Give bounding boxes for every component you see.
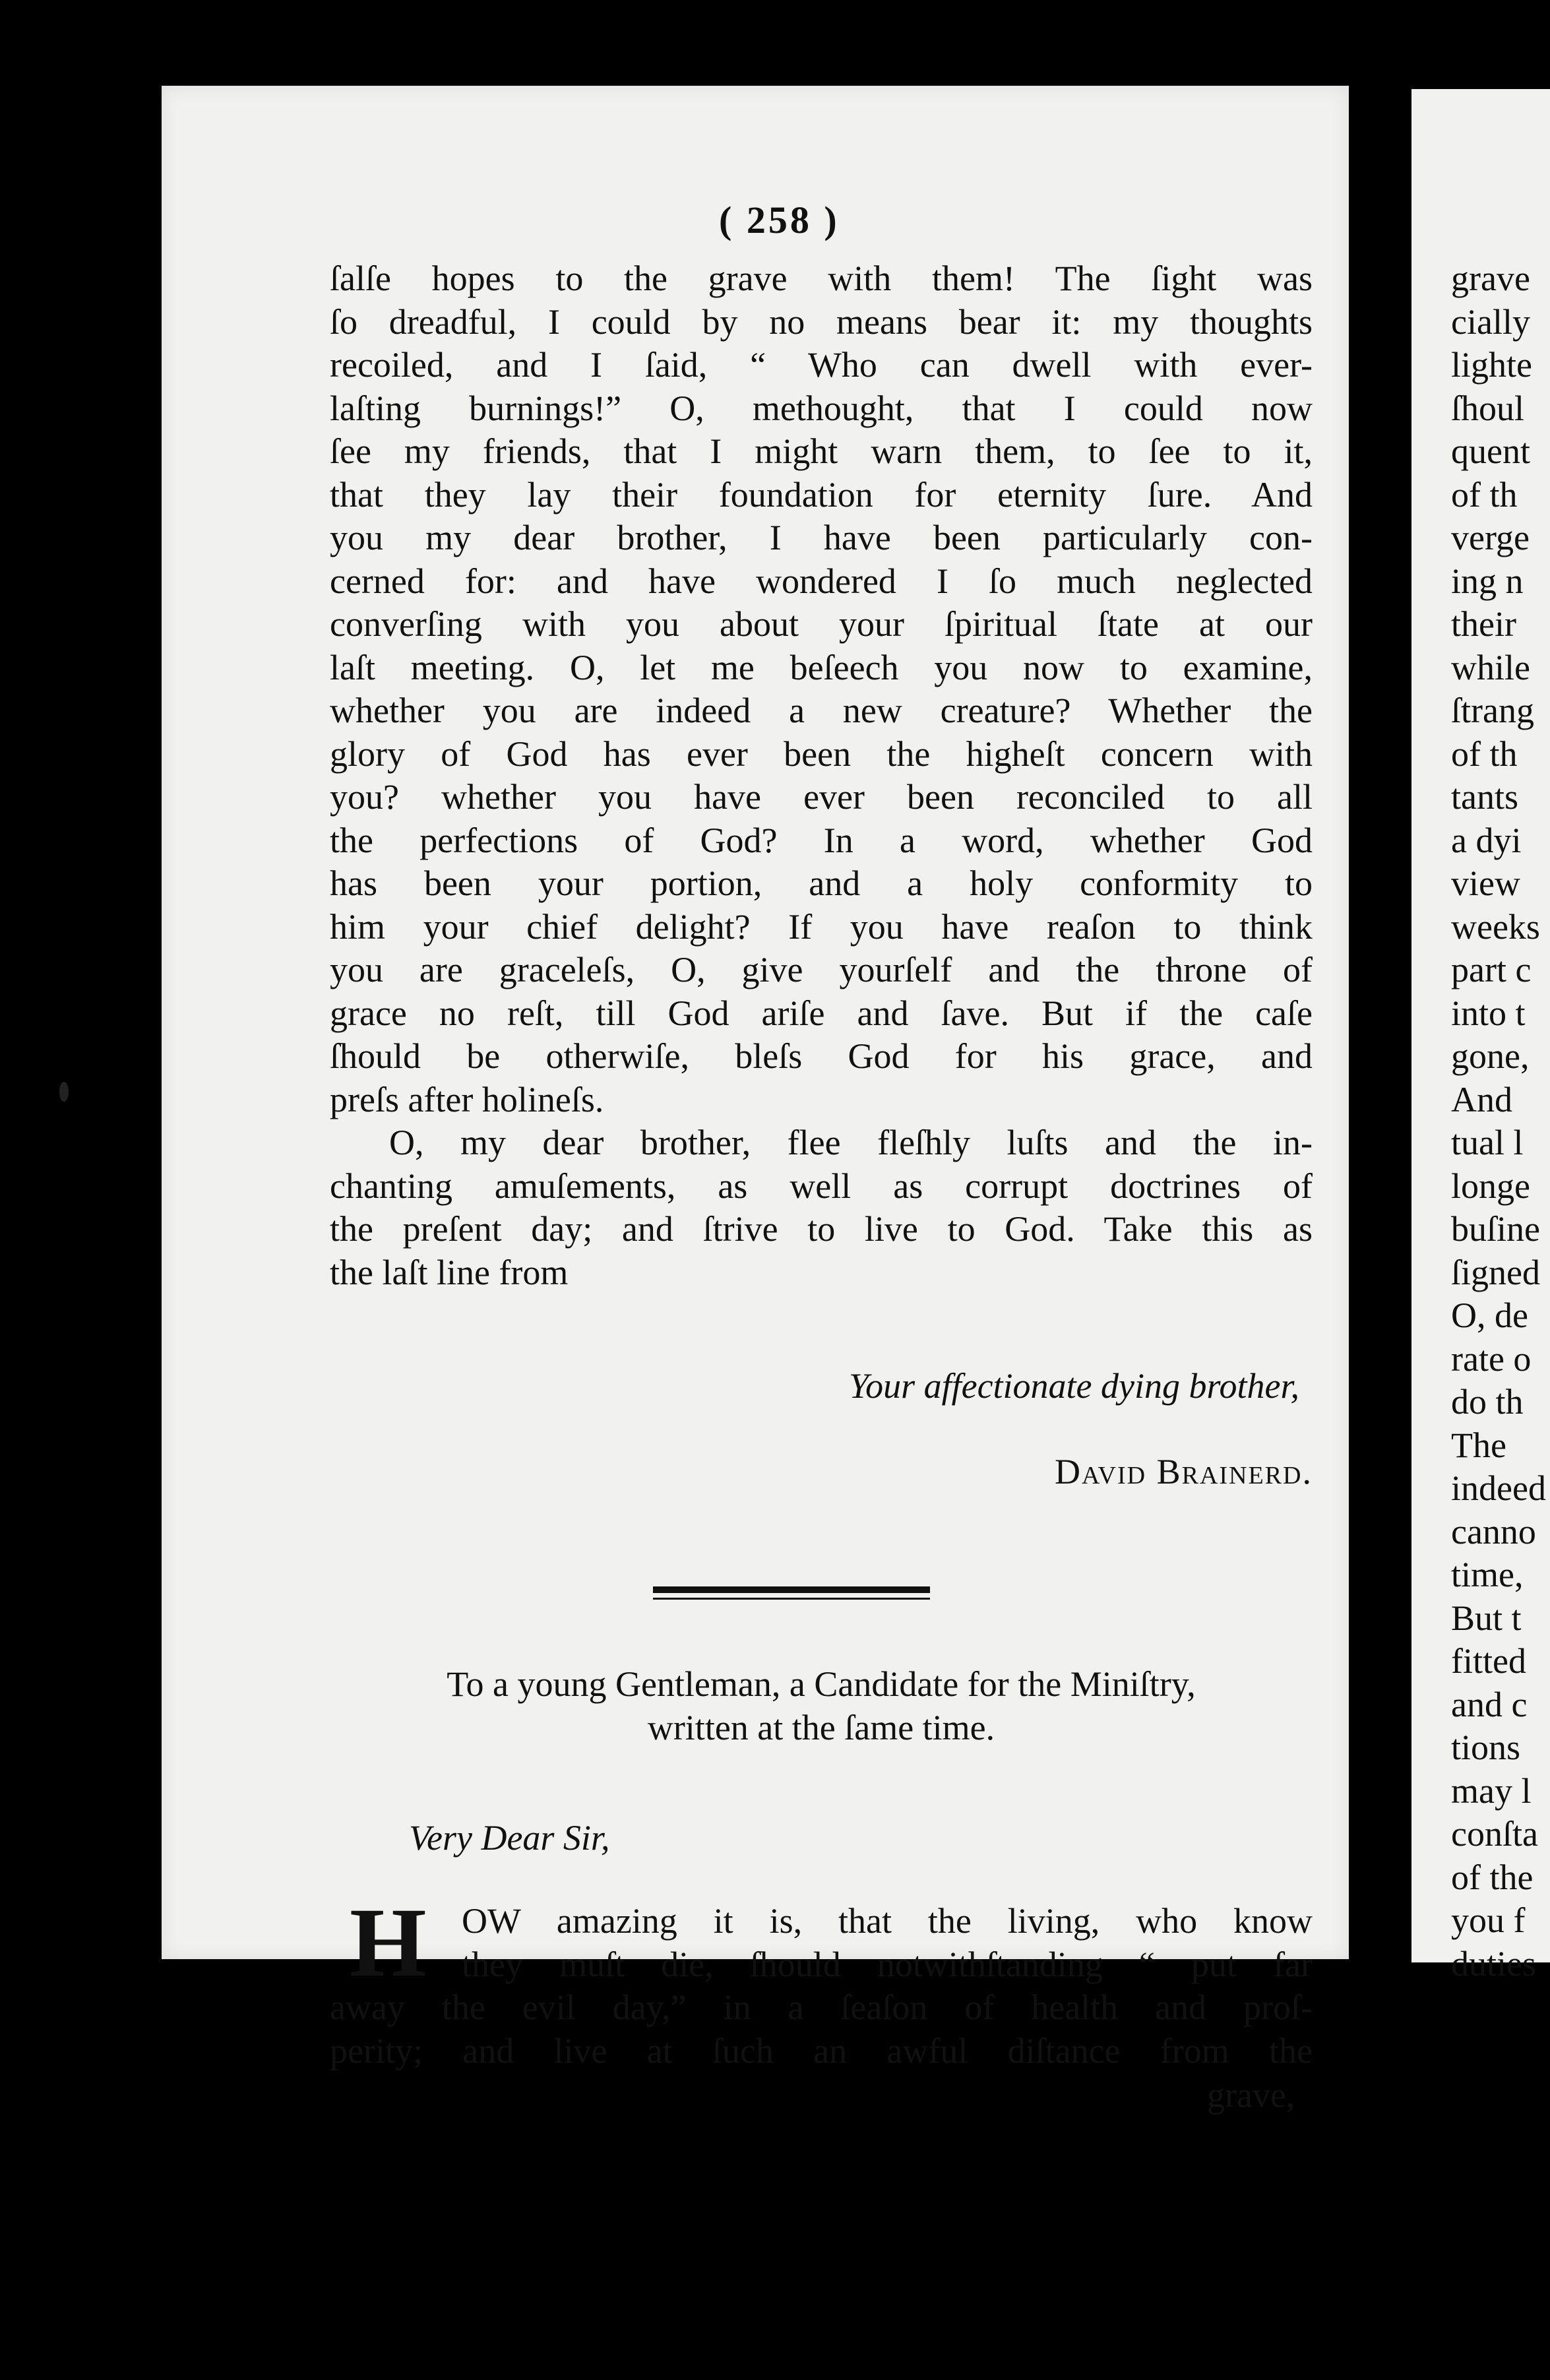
facing-line: of the (1451, 1857, 1534, 1897)
facing-line: But t (1451, 1598, 1522, 1638)
text-line: ſee my friends, that I might warn them, to ſee to it, (330, 431, 1313, 471)
heading-line-2: written at the ſame time. (647, 1708, 995, 1747)
text-line: chanting amuſements, as well as corrupt doctrines of (330, 1166, 1313, 1206)
text-line: the perfections of God? In a word, whether God (330, 820, 1313, 860)
text-line: ſalſe hopes to the grave with them! The ſight was (330, 259, 1313, 298)
letter-two-body (330, 1888, 1313, 2073)
section-divider (653, 1586, 930, 1593)
facing-line: time, (1451, 1555, 1524, 1594)
text-line: you? whether you have ever been reconciled to all (330, 777, 1313, 817)
text-line: perity; and live at ſuch an awful diſtance from the (330, 2030, 1313, 2071)
text-line: has been your portion, and a holy conformity to (330, 863, 1313, 903)
facing-line: of th (1451, 734, 1518, 774)
facing-line: And (1451, 1079, 1512, 1119)
facing-line: ing n (1451, 561, 1524, 601)
facing-line: you f (1451, 1900, 1526, 1940)
text-line: recoiled, and I ſaid, “ Who can dwell with ever- (330, 345, 1313, 385)
facing-line: ſtrang (1451, 691, 1534, 730)
text-line: you my dear brother, I have been particularly con- (330, 518, 1313, 557)
facing-line: tants (1451, 777, 1518, 817)
facing-line: weeks (1451, 906, 1540, 947)
text-line: converſing with you about your ſpiritual ſtate at our (330, 604, 1313, 644)
facing-line: part c (1451, 950, 1532, 989)
facing-line: do th (1451, 1382, 1524, 1422)
text-line: O, my dear brother, flee fleſhly luſts and the in- (389, 1123, 1313, 1162)
letter-two-heading (330, 1662, 1313, 1749)
text-line: that they lay their foundation for eternity ſure. And (330, 474, 1313, 515)
text-line: grace no reſt, till God ariſe and ſave. But if the caſe (330, 993, 1313, 1033)
text-line: laſt meeting. O, let me beſeech you now to examine, (330, 647, 1313, 687)
facing-line: ſhoul (1451, 388, 1525, 428)
text-line: they muſt die, ſhould notwithſtanding “ put far (462, 1944, 1313, 1984)
facing-line: lighte (1451, 345, 1532, 385)
catchword: grave, (1207, 2075, 1295, 2115)
text-line: OW amazing it is, that the living, who know (462, 1901, 1313, 1941)
facing-line: a dyi (1451, 820, 1522, 860)
facing-line: gone, (1451, 1036, 1530, 1076)
heading-line-1: To a young Gentleman, a Candidate for the Miniſtry, (447, 1664, 1196, 1704)
facing-line: their (1451, 604, 1516, 644)
text-line: ſhould be otherwiſe, bleſs God for his grace, and (330, 1036, 1313, 1076)
facing-line: may l (1451, 1770, 1532, 1811)
facing-line: tions (1451, 1728, 1521, 1767)
facing-line: view (1451, 863, 1520, 903)
facing-line: O, de (1451, 1296, 1528, 1335)
text-line: him your chief delight? If you have reaſon to think (330, 906, 1313, 947)
scan-speck (59, 1082, 69, 1102)
closing-line: Your affectionate dying brother, (849, 1366, 1299, 1406)
facing-line: duties (1451, 1943, 1536, 1984)
facing-line: verge (1451, 518, 1530, 557)
facing-line: grave (1451, 259, 1530, 298)
facing-line: longe (1451, 1166, 1530, 1206)
text-line: the preſent day; and ſtrive to live to God. Take this as (330, 1209, 1313, 1249)
facing-line: tual l (1451, 1123, 1524, 1162)
facing-line: canno (1451, 1511, 1536, 1551)
text-line: cerned for: and have wondered I ſo much neglected (330, 561, 1313, 601)
facing-line: buſine (1451, 1209, 1540, 1249)
facing-line: rate o (1451, 1338, 1532, 1379)
facing-line: into t (1451, 993, 1526, 1033)
facing-line: indeed (1451, 1468, 1546, 1508)
text-line: preſs after holineſs. (330, 1079, 604, 1119)
facing-page-text (1451, 257, 1550, 1986)
facing-line: cially (1451, 301, 1530, 342)
salutation: Very Dear Sir, (409, 1818, 610, 1858)
text-line: glory of God has ever been the higheſt concern with (330, 734, 1313, 774)
facing-line: The (1451, 1425, 1506, 1465)
facing-line: quent (1451, 431, 1530, 471)
drop-cap: H (350, 1888, 427, 1997)
facing-line: and c (1451, 1684, 1528, 1724)
facing-line: conſta (1451, 1814, 1538, 1854)
page-number: ( 258 ) (719, 199, 840, 241)
facing-line: while (1451, 647, 1530, 687)
text-line: the laſt line from (330, 1252, 569, 1292)
letter-one-body (330, 257, 1313, 1294)
text-line: whether you are indeed a new creature? Whether the (330, 691, 1313, 730)
text-line: you are graceleſs, O, give yourſelf and the throne of (330, 950, 1313, 989)
text-line: ſo dreadful, I could by no means bear it: my thoughts (330, 301, 1313, 342)
text-line: laſting burnings!” O, methought, that I could now (330, 388, 1313, 428)
signature: David Brainerd. (1055, 1452, 1313, 1491)
section-divider-thin (653, 1598, 930, 1600)
second-paragraph (330, 1121, 1313, 1294)
facing-line: ſigned (1451, 1252, 1540, 1292)
text-line: away the evil day,” in a ſeaſon of health and proſ- (330, 1988, 1313, 2027)
facing-line: fitted (1451, 1641, 1526, 1681)
facing-line: of th (1451, 474, 1518, 515)
